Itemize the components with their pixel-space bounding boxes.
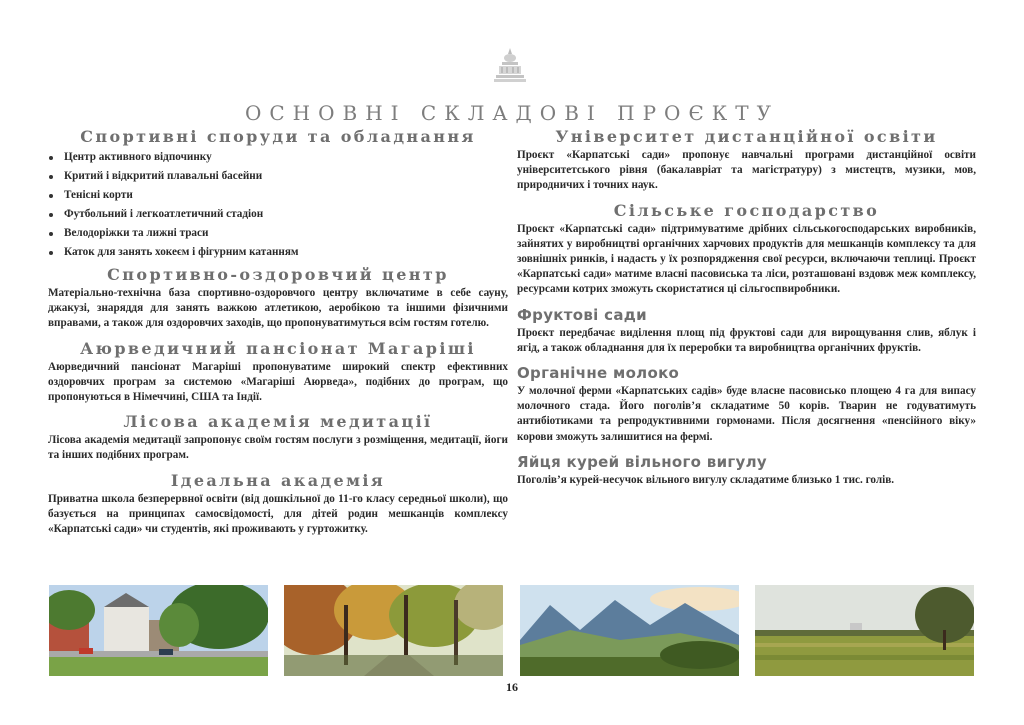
- temple-logo-icon: [493, 46, 527, 86]
- section-text-ideal: Приватна школа безперервної освіти (від дошкільної до 11-го класу середньої школи), що базується на принципах самосвідомості, для дітей родин мешканців комплексу «Карпатські сади» чи студентів, які проживають у гуртожитку.: [48, 492, 508, 536]
- section-title-ayurveda: Аюрведичний пансіонат Магаріші: [80, 338, 476, 358]
- right-column: [517, 126, 976, 494]
- section-text-ayurveda: Аюрведичний пансіонат Магаріші пропонуватиме широкий спектр ефективних оздоровчих програм за системою «Магаріші Аюрведа», подібних до програм, що пропонуються в Німеччині, США та Індії.: [48, 360, 508, 404]
- list-item: Тенісні корти: [48, 186, 508, 205]
- section-title-forest: Лісова академія медитації: [123, 412, 433, 432]
- bullet-icon: [49, 213, 53, 217]
- left-column: [48, 126, 508, 543]
- section-text-agriculture: Проєкт «Карпатські сади» підтримуватиме дрібних сільськогосподарських виробників, зайнятих у виробництві органічних харчових продуктів для мешканців комплексу та для зовнішніх ринків, і надасть у їх розпорядження свої ресурси, включаючи теплиці. Проєкт «Карпатські сади» матиме власні пасовиська та ліси, розташовані вздовж меж комплексу, ресурсами котрих зможуть скористатися ці сільгоспвиробники.: [517, 222, 976, 296]
- section-title-sports: Спортивні споруди та обладнання: [80, 127, 476, 146]
- mountain-valley-photo: [520, 585, 739, 676]
- list-item: Каток для занять хокеєм і фігурним катанням: [48, 243, 508, 262]
- section-title-orchards: Фруктові сади: [517, 305, 647, 324]
- section-title-milk: Органічне молоко: [517, 364, 680, 383]
- town-square-photo: [49, 585, 268, 676]
- section-title-agriculture: Сільське господарство: [613, 200, 880, 220]
- section-title-health: Спортивно-оздоровчий центр: [107, 265, 449, 284]
- page-number: 16: [506, 680, 518, 694]
- bullet-icon: [49, 156, 53, 160]
- section-title-university: Університет дистанційної освіти: [555, 127, 938, 146]
- bullet-icon: [49, 251, 53, 255]
- section-text-forest: Лісова академія медитації запропонує своїм гостям послуги з розміщення, медитації, йоги та інших подібних програм.: [48, 434, 508, 462]
- list-item: Центр активного відпочинку: [48, 148, 508, 167]
- farm-field-photo: [755, 585, 974, 676]
- section-title-ideal: Ідеальна академія: [170, 470, 386, 490]
- sports-list: [48, 148, 508, 262]
- bullet-icon: [49, 194, 53, 198]
- list-item: Критий і відкритий плавальні басейни: [48, 167, 508, 186]
- section-text-milk: У молочної ферми «Карпатських садів» буде власне пасовисько площею 4 га для випасу молочного стада. Його поголів’я складатиме 50 корів. Тварин не годуватимуть антибіотиками та репродуктивними гормонами. Після досягнення «пенсійного віку» корови зможуть залишитися на фермі.: [517, 385, 976, 443]
- bullet-icon: [49, 232, 53, 236]
- section-text-orchards: Проєкт передбачає виділення площ під фруктові сади для вирощування слив, яблук і ягід, а також обладнання для їх переробки та виробництва органічних фруктів.: [517, 326, 976, 354]
- autumn-park-photo: [284, 585, 503, 676]
- section-text-university: Проєкт «Карпатські сади» пропонує навчальні програми дистанційної освіти університетського рівня (бакалавріат та магістратуру) з мистецтв, музики, мов, природничих і точних наук.: [517, 149, 976, 192]
- page-title: ОСНОВНІ СКЛАДОВІ ПРОЄКТУ: [244, 101, 780, 126]
- section-text-eggs: Поголів’я курей-несучок вільного вигулу складатиме близько 1 тис. голів.: [517, 473, 895, 486]
- section-title-eggs: Яйця курей вільного вигулу: [517, 452, 767, 471]
- section-text-health: Матеріально-технічна база спортивно-оздоровчого центру включатиме в себе сауну, джакузі, знаряддя для занять важкою атлетикою, аеробікою та іншими фізичними вправами, а також для оздоровчих заходів, що пропонуватимуться всім гостям готелю.: [48, 287, 508, 330]
- list-item: Велодоріжки та лижні траси: [48, 224, 508, 243]
- list-item: Футбольний і легкоатлетичний стадіон: [48, 205, 508, 224]
- bullet-icon: [49, 175, 53, 179]
